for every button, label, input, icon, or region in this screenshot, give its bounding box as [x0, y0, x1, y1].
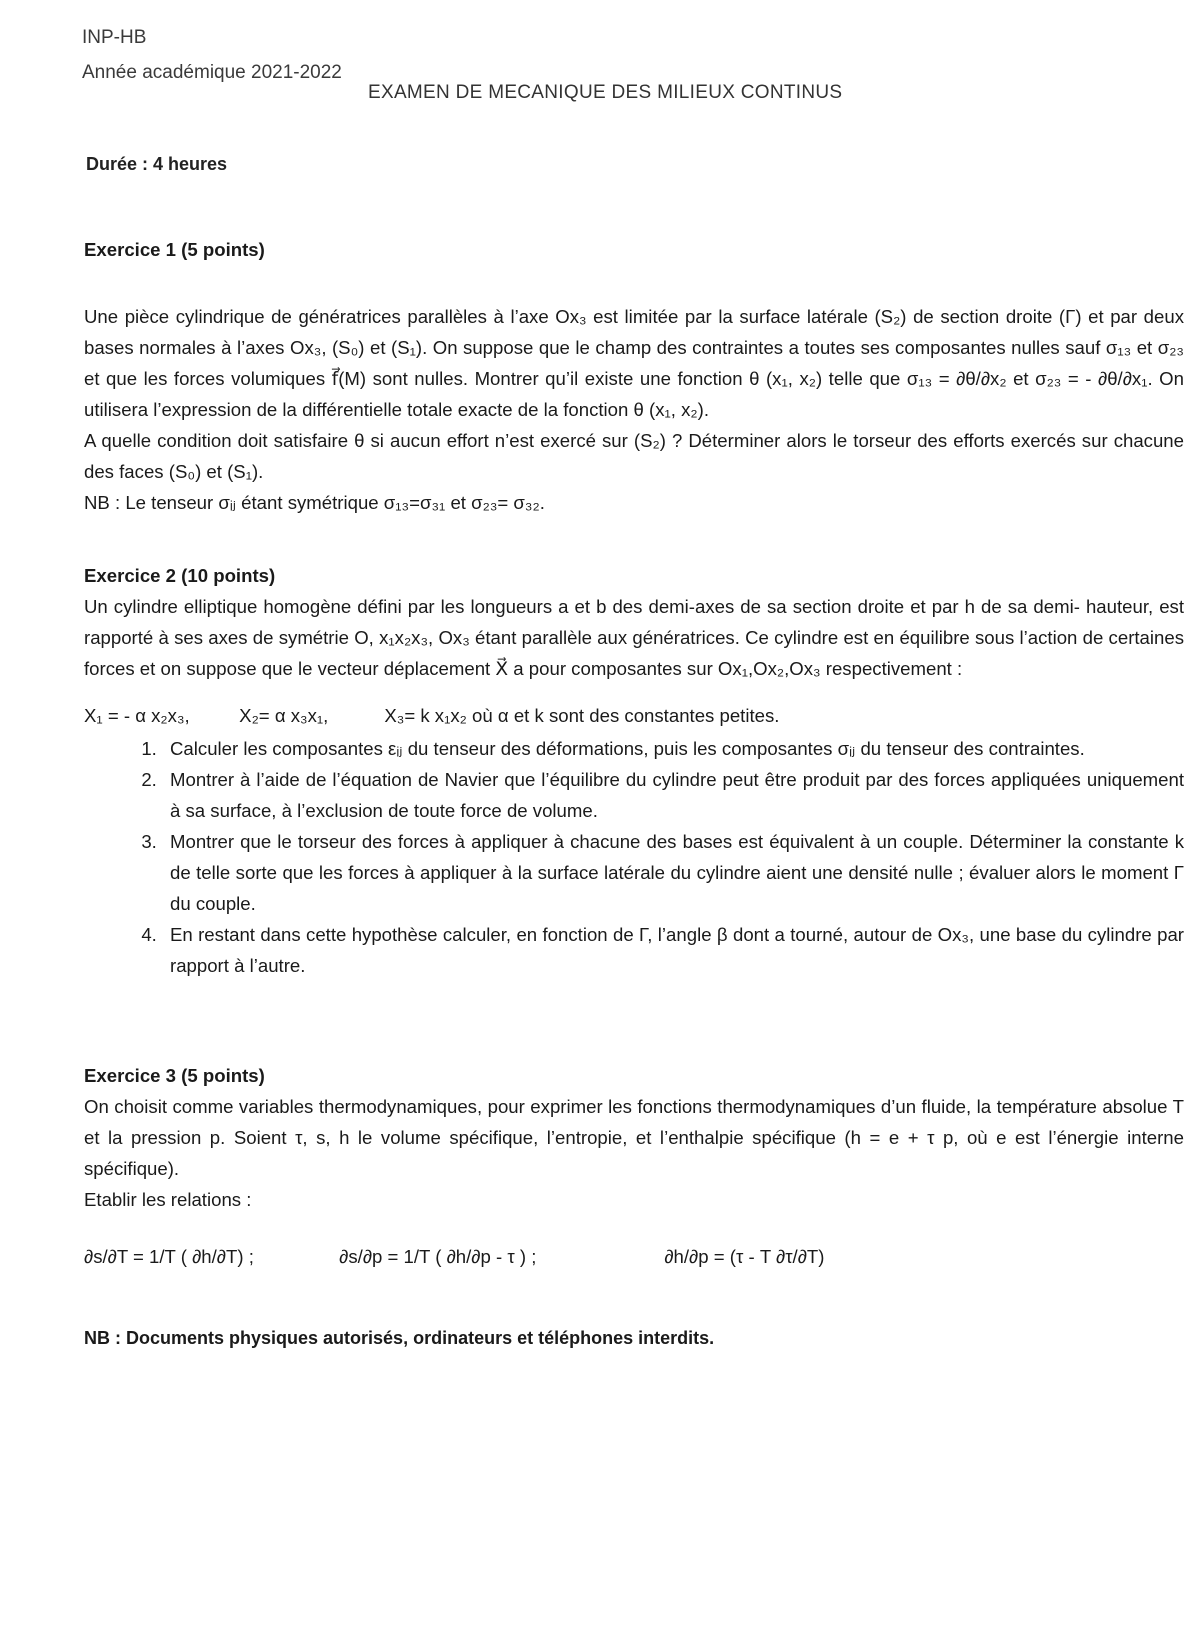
exercise-3 — [84, 1060, 1184, 1272]
exercise-1-title: Exercice 1 (5 points) — [84, 239, 265, 260]
exercise-1-nb: NB : Le tenseur σᵢⱼ étant symétrique σ₁₃=σ₃₁ et σ₂₃= σ₃₂. — [84, 492, 545, 513]
exam-duration: Durée : 4 heures — [86, 154, 228, 174]
relation-1: ∂s/∂T = 1/T ( ∂h/∂T) ; — [84, 1246, 254, 1267]
exercise-3-statement: On choisit comme variables thermodynamiques, pour exprimer les fonctions thermodynamiques d’un fluide, la température absolue T et la pression p. Soient τ, s, h le volume spécifique, l’entropie, et l’enthalpie spécifique (h = e + τ p, où e est l’énergie interne spécifique). — [84, 1096, 1184, 1179]
question-item: 1. Calculer les composantes εᵢⱼ du tenseur des déformations, puis les composantes σᵢⱼ du tenseur des contraintes. — [162, 733, 1184, 764]
question-item: 3. Montrer que le torseur des forces à appliquer à chacune des bases est équivalent à un couple. Déterminer la constante k de telle sorte que les forces à appliquer à la surface latérale du cylindre aient une densité nulle ; évaluer alors le moment Γ du couple. — [162, 826, 1184, 919]
exercise-2 — [84, 560, 1184, 981]
relation-2: ∂s/∂p = 1/T ( ∂h/∂p - τ ) ; — [339, 1246, 537, 1267]
equation-x3: X₃= k x₁x₂ où α et k sont des constantes petites. — [384, 705, 780, 726]
exercise-2-title: Exercice 2 (10 points) — [84, 565, 276, 586]
institution-label: INP-HB — [82, 27, 147, 48]
thermo-relations — [84, 1241, 1184, 1272]
exercise-1 — [84, 234, 1184, 518]
academic-year: Année académique 2021-2022 — [82, 62, 342, 83]
exam-title: EXAMEN DE MECANIQUE DES MILIEUX CONTINUS — [368, 82, 843, 103]
exercise-3-instruction: Etablir les relations : — [84, 1189, 252, 1210]
equation-x2: X₂= α x₃x₁, — [239, 705, 329, 726]
exercise-1-question: A quelle condition doit satisfaire θ si aucun effort n’est exercé sur (S₂) ? Déterminer alors le torseur des efforts exercés sur chacune des faces (S₀) et (S₁). — [84, 430, 1184, 482]
footer-note: NB : Documents physiques autorisés, ordinateurs et téléphones interdits. — [84, 1328, 715, 1348]
question-item: 2. Montrer à l’aide de l’équation de Navier que l’équilibre du cylindre peut être produit par des forces appliquées uniquement à sa surface, à l’exclusion de toute force de volume. — [162, 764, 1184, 826]
exercise-2-questions — [84, 733, 1184, 981]
exercise-3-title: Exercice 3 (5 points) — [84, 1065, 265, 1086]
exercise-1-statement: Une pièce cylindrique de génératrices parallèles à l’axe Ox₃ est limitée par la surface latérale (S₂) de section droite (Γ) et par deux bases normales à l’axes Ox₃, (S₀) et (S₁). On suppose que le champ des contraintes a toutes ses composantes nulles sauf σ₁₃ et σ₂₃ et que les forces volumiques f⃗(M) sont nulles. Montrer qu’il existe une fonction θ (x₁, x₂) telle que σ₁₃ = ∂θ/∂x₂ et σ₂₃ = - ∂θ/∂x₁. On utilisera l’expression de la différentielle totale exacte de la fonction θ (x₁, x₂). — [84, 306, 1184, 420]
equation-x1: X₁ = - α x₂x₃, — [84, 705, 190, 726]
displacement-equations — [84, 700, 1184, 731]
question-item: 4. En restant dans cette hypothèse calculer, en fonction de Γ, l’angle β dont a tourné, autour de Ox₃, une base du cylindre par rapport à l’autre. — [162, 919, 1184, 981]
exercise-2-statement: Un cylindre elliptique homogène défini par les longueurs a et b des demi-axes de sa section droite et par h de sa demi- hauteur, est rapporté à ses axes de symétrie O, x₁x₂x₃, Ox₃ étant parallèle aux génératrices. Ce cylindre est en équilibre sous l’action de certaines forces et on suppose que le vecteur déplacement X⃗ a pour composantes sur Ox₁,Ox₂,Ox₃ respectivement : — [84, 596, 1184, 679]
relation-3: ∂h/∂p = (τ - T ∂τ/∂T) — [664, 1246, 825, 1267]
